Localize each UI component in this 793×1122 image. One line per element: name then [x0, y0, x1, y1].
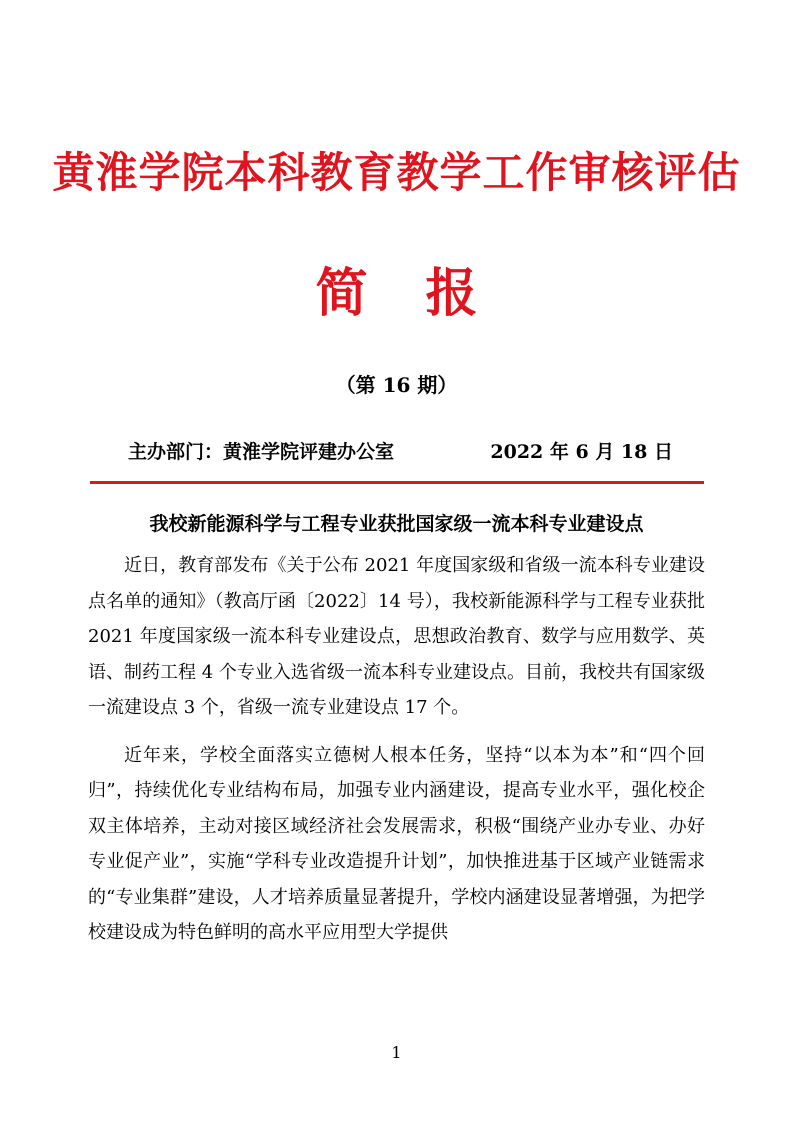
article-headline: 我校新能源科学与工程专业获批国家级一流本科专业建设点 — [149, 513, 644, 535]
bulletin-label — [0, 257, 793, 331]
article-paragraph: 近年来，学校全面落实立德树人根本任务，坚持“以本为本”和“四个回归”，持续优化专业结构布局，加强专业内涵建设，提高专业水平，强化校企双主体培养，主动对接区域经济社会发展需求，积极“围绕产业办专业、办好专业促产业”，实施“学科专业改造提升计划”，加快推进基于区域产业链需求的“专业集群”建设，人才培养质量显著提升，学校内涵建设显著增强，为把学校建设成为特色鲜明的高水平应用型大学提供 — [88, 744, 705, 943]
meta-row — [128, 435, 673, 469]
bulletin-char-bao: 报 — [425, 264, 478, 324]
article-paragraph: 近日，教育部发布《关于公布 2021 年度国家级和省级一流本科专业建设点名单的通知》（教高厅函〔2022〕14 号），我校新能源科学与工程专业获批 2021 年度国家级一流本科专业建设点，思想政治教育、数学与应用数学、英语、制药工程 4 个专业入选省级一流本科专业建设点。目前，我校共有国家级一流建设点 3 个，省级一流专业建设点 17 个。 — [88, 555, 705, 718]
issue-number: （第 16 期） — [335, 373, 458, 397]
red-divider — [90, 481, 704, 484]
masthead-title: 黄淮学院本科教育教学工作审核评估 — [52, 148, 741, 197]
sponsor-department: 主办部门：黄淮学院评建办公室 — [128, 441, 395, 463]
page-number: 1 — [391, 1043, 402, 1062]
publish-date: 2022 年 6 月 18 日 — [490, 441, 673, 463]
bulletin-char-jian: 简 — [315, 264, 368, 324]
article-body — [88, 548, 705, 963]
